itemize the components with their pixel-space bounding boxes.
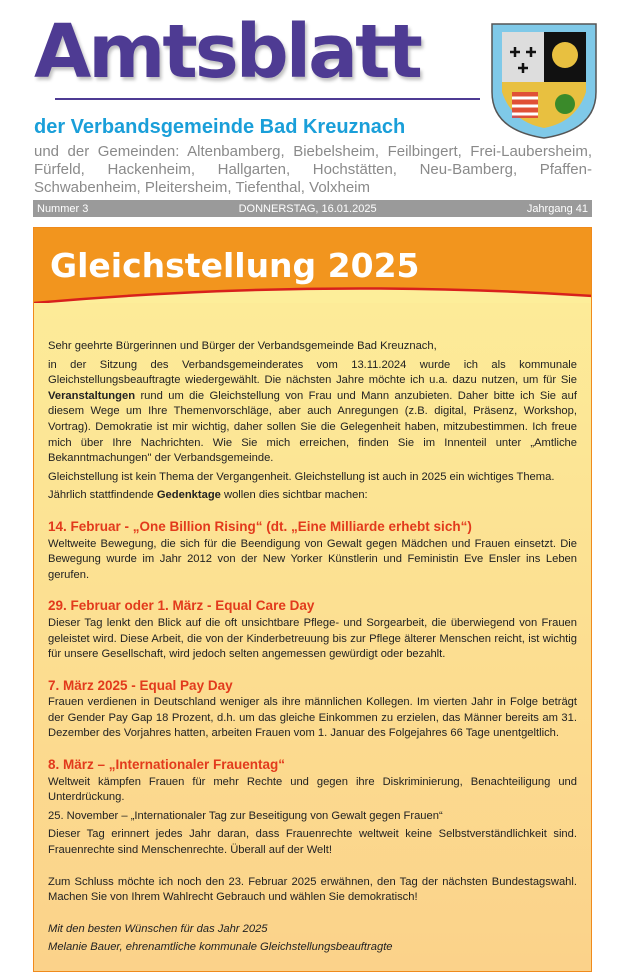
issue-bar — [33, 200, 592, 217]
municipalities-list: und der Gemeinden: Altenbamberg, Biebelsheim, Feilbingert, Frei-Laubersheim, Fürfeld, Hackenheim, Hallgarten, Hochstätten, Neu-Bamberg, Pfaffen-Schwabenheim, Pleitersheim, Tiefenthal, Volxheim — [34, 143, 592, 196]
issue-date: DONNERSTAG, 16.01.2025 — [238, 202, 377, 215]
article-header — [34, 228, 591, 303]
article-title: Gleichstellung 2025 — [50, 246, 420, 285]
logo-underline — [55, 98, 480, 100]
signature-wishes: Mit den besten Wünschen für das Jahr 2025 — [48, 922, 268, 935]
greeting: Sehr geehrte Bürgerinnen und Bürger der Verbandsgemeinde Bad Kreuznach, — [48, 340, 437, 352]
text: wollen dies sichtbar machen: — [220, 489, 368, 502]
closing-paragraph: Zum Schluss möchte ich noch den 23. Februar 2025 erwähnen, den Tag der nächsten Bundestagswahl. Machen Sie von Ihrem Wahlrecht Gebrauch und wählen Sie demokratisch! — [48, 875, 577, 904]
day-heading: 8. März – „Internationaler Frauentag“ — [48, 757, 286, 773]
paragraph — [48, 488, 577, 504]
masthead-subtitle: der Verbandsgemeinde Bad Kreuznach — [34, 116, 406, 138]
coat-of-arms-icon — [490, 22, 598, 140]
article-box — [33, 227, 592, 972]
day-text: Weltweit kämpfen Frauen für mehr Rechte und gegen ihre Diskriminierung, Benachteiligung und Unterdrückung. — [48, 775, 577, 804]
day-heading: 14. Februar - „One Billion Rising“ (dt. „Eine Milliarde erhebt sich“) — [48, 518, 472, 534]
bold-text: Gedenktage — [156, 489, 221, 502]
text: Jährlich stattfindende — [48, 489, 157, 502]
day-heading: 7. März 2025 - Equal Pay Day — [48, 677, 233, 693]
text: in der Sitzung des Verbandsgemeinderates vom 13.11.2024 wurde ich als kommunale Gleichstellungsbeauftragte wiedergewählt. Die nächsten Jahre möchte ich u.a. dazu nutzen, um für Sie — [48, 358, 577, 387]
amtsblatt-logo: Amtsblatt — [34, 12, 420, 92]
signature-name: Melanie Bauer, ehrenamtliche kommunale Gleichstellungsbeauftragte — [48, 941, 393, 954]
paragraph: Gleichstellung ist kein Thema der Vergangenheit. Gleichstellung ist auch in 2025 ein wichtiges Thema. — [48, 470, 555, 483]
day-text: Frauen verdienen in Deutschland weniger als ihre männlichen Kollegen. Im vierten Jahr in Folge beträgt der Gender Pay Gap 18 Prozent, d.h. um das gleiche Einkommen zu erzielen, das Männer bereits am 31. Dezember des Vorjahres hatten, arbeiten Frauen vom 1. Januar des Folgejahres 66 Tage unentgeltlich. — [48, 696, 577, 740]
text: rund um die Gleichstellung von Frau und Mann anzubieten. Daher bitte ich Sie auf diesem Wege um Ihre Themenvorschläge, aber auch Anregungen (z.B. digital, Präsenz, Workshop, Vortrag). Demokratie ist mir wichtig, daher sollen Sie die Gelegenheit haben, mitzubestimmen. Ich freue mich über Ihre Nachrichten. Wie Sie mich erreichen, finden Sie im Innenteil unter „Amtliche Bekanntmachungen" der Verbandsgemeinde. — [48, 389, 577, 465]
november-line: 25. November – „Internationaler Tag zur Beseitigung von Gewalt gegen Frauen“ — [48, 809, 443, 822]
bold-text: Veranstaltungen — [48, 389, 136, 402]
article-body — [34, 303, 591, 956]
issue-number: Nummer 3 — [37, 202, 89, 215]
intro-paragraph — [48, 358, 577, 467]
day-heading: 29. Februar oder 1. März - Equal Care Day — [48, 598, 315, 614]
issue-volume: Jahrgang 41 — [526, 202, 588, 215]
day-text: Dieser Tag lenkt den Blick auf die oft unsichtbare Pflege- und Sorgearbeit, die überwiegend von Frauen geleistet wird. Diese Arbeit, die von der Kinderbetreuung bis zur Pflege älterer Menschen reicht, ist wichtig für unsere Gesellschaft, wird jedoch selten angemessen gewürdigt oder bezahlt. — [48, 616, 577, 661]
day-text: Weltweite Bewegung, die sich für die Beendigung von Gewalt gegen Mädchen und Frauen einsetzt. Die Bewegung wurde im Jahr 2012 von der New Yorker Künstlerin und Feministin Eve Ensler ins Leben gerufen. — [48, 537, 577, 581]
november-text: Dieser Tag erinnert jedes Jahr daran, dass Frauenrechte weltweit keine Selbstverständlichkeit sind. Frauenrechte sind Menschenrechte. Überall auf der Welt! — [48, 828, 577, 857]
